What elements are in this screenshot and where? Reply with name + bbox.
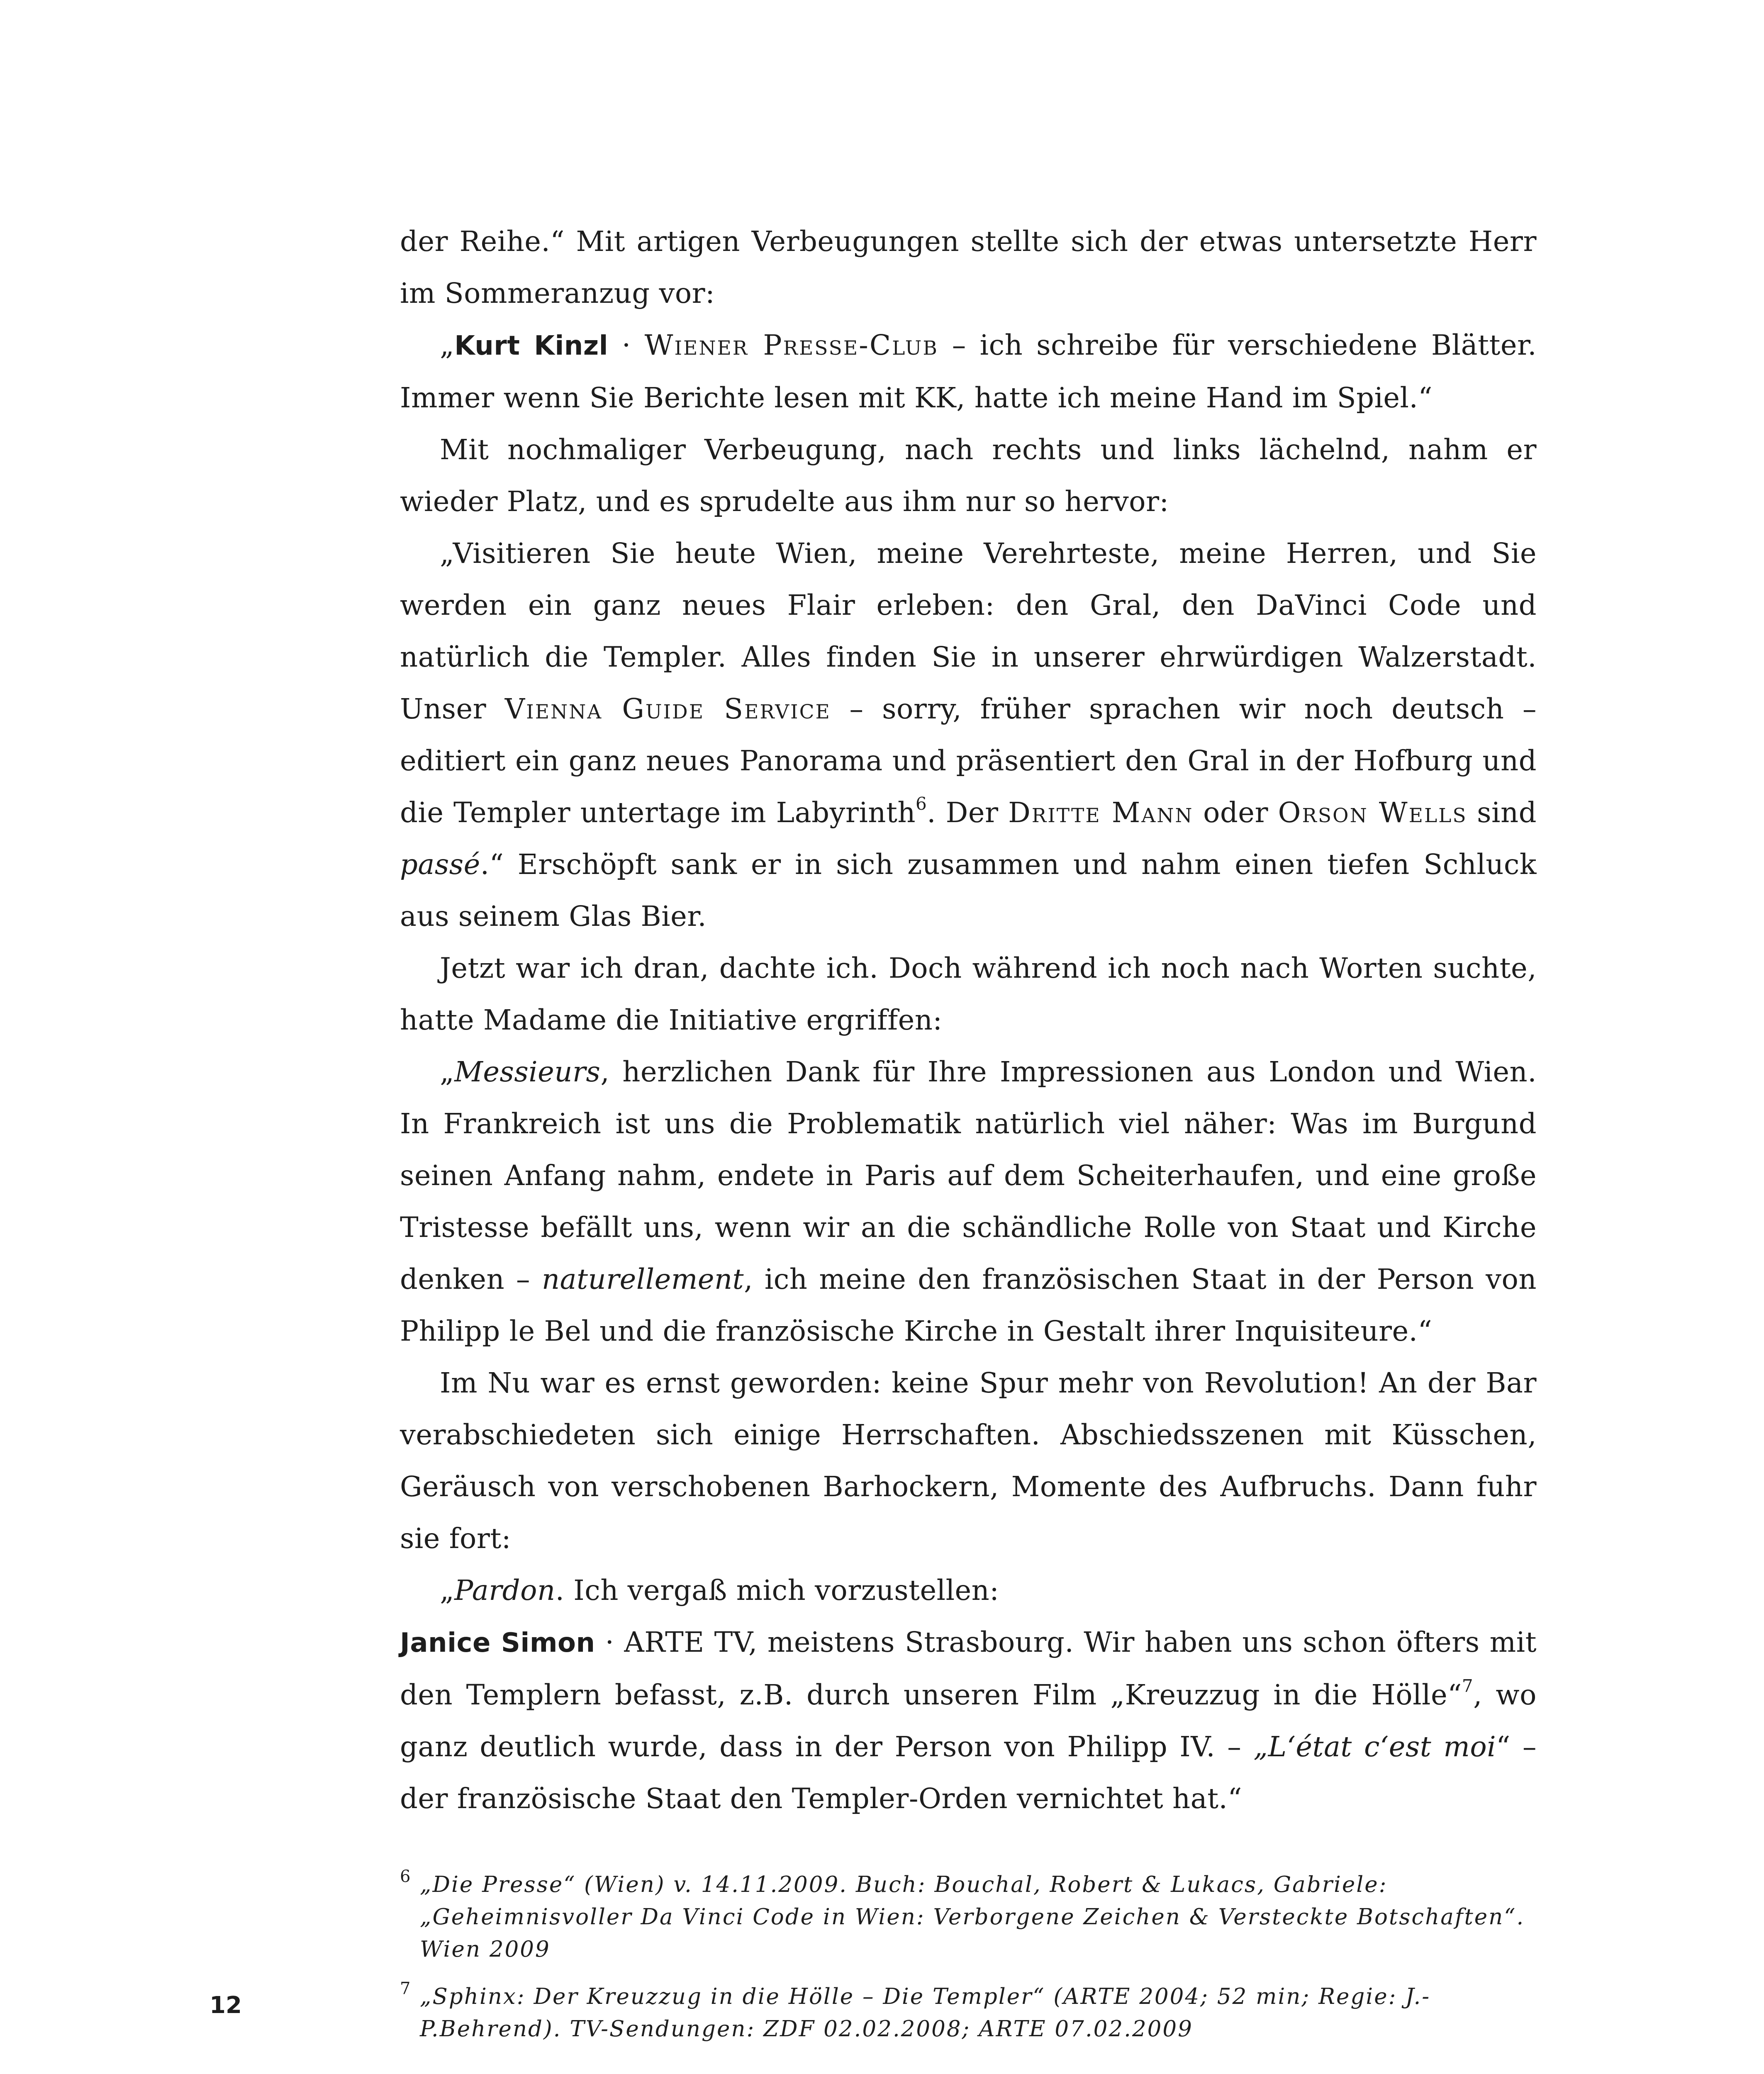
p6-text-3: , ich meine den französischen Staat in der Person von Philipp le Bel und die französische Kirche in Gestalt ihrer Inquisiteure.“ — [400, 1263, 1537, 1347]
paragraph-1: der Reihe.“ Mit artigen Verbeugungen stellte sich der etwas untersetzte Herr im Sommeranzug vor: — [400, 225, 1537, 309]
paragraph-7: Im Nu war es ernst geworden: keine Spur mehr von Revolution! An der Bar verabschiedeten sich einige Herrschaften. Abschiedsszenen mit Küsschen, Geräusch von verschobenen Barhockern, Momente des Aufbruchs. Dann fuhr sie fort: — [400, 1367, 1537, 1555]
paragraph-2-text: – ich schreibe für verschiedene Blätter. Immer wenn Sie Berichte lesen mit KK, hatte ich meine Hand im Spiel.“ — [400, 329, 1537, 414]
footnotes — [400, 1869, 1537, 2060]
p9-text-3: “ – der französische Staat den Templer-Orden vernichtet hat.“ — [400, 1731, 1537, 1815]
paragraph-2 — [400, 319, 1537, 424]
p8-text-2: . Ich vergaß mich vorzustellen: — [555, 1574, 999, 1607]
p6-text-1: „ — [440, 1056, 455, 1088]
p8-italic-1: Pardon — [454, 1574, 556, 1607]
p4-text-6: .“ Erschöpft sank er in sich zusammen und nahm einen tiefen Schluck aus seinem Glas Bier. — [400, 848, 1537, 932]
paragraph-5: Jetzt war ich dran, dachte ich. Doch während ich noch nach Worten suchte, hatte Madame die Initiative ergriffen: — [400, 952, 1537, 1036]
p4-smallcaps-2: Dritte Mann — [1008, 796, 1194, 829]
paragraph-8 — [400, 1565, 1537, 1616]
p8-text-1: „ — [440, 1574, 455, 1607]
p4-text-2: – sorry, früher sprachen wir noch deutsch – editiert ein ganz neues Panorama und präsentiert den Gral in der Hofburg und die Templer untertage im Labyrinth — [400, 693, 1537, 829]
p4-text-3: . Der — [927, 796, 1009, 829]
footnote-ref-7[interactable]: 7 — [1462, 1676, 1474, 1696]
speaker-name-kurt-kinzl: Kurt Kinzl — [454, 331, 609, 361]
body-text — [400, 216, 1537, 1825]
footnote-text: „Sphinx: Der Kreuzzug in die Hölle – Die Templer“ (ARTE 2004; 52 min; Regie: J.-P.Behrend). TV-Sendungen: ZDF 02.02.2008; ARTE 07.02.2009 — [420, 1984, 1431, 2042]
p4-text-5: sind — [1467, 796, 1537, 829]
p4-text-4: oder — [1193, 796, 1278, 829]
p9-italic-1: „L‘état c‘est moi — [1253, 1731, 1496, 1763]
p9-text-1: · ARTE TV, meistens Strasbourg. Wir haben uns schon öfters mit den Templern befasst, z.B. durch unseren Film „Kreuzzug in die Hölle“ — [400, 1626, 1537, 1711]
speaker-name-janice-simon: Janice Simon — [400, 1628, 595, 1658]
p4-text-1: „Visitieren Sie heute Wien, meine Verehrteste, meine Herren, und Sie werden ein ganz neues Flair erleben: den Gral, den DaVinci Code und natürlich die Templer. Alles finden Sie in unserer ehrwürdigen Walzerstadt. Unser — [400, 537, 1537, 725]
paragraph-9 — [400, 1616, 1537, 1825]
p9-text-2: , wo ganz deutlich wurde, dass in der Person von Philipp IV. – — [400, 1679, 1537, 1763]
p4-italic-1: passé — [400, 848, 480, 881]
footnote-6: 6 „Die Presse“ (Wien) v. 14.11.2009. Buch: Bouchal, Robert & Lukacs, Gabriele: „Geheimnisvoller Da Vinci Code in Wien: Verborgene Zeichen & Versteckte Botschaften“. Wien 2009 — [400, 1867, 1525, 1962]
paragraph-3: Mit nochmaliger Verbeugung, nach rechts und links lächelnd, nahm er wieder Platz, und es sprudelte aus ihm nur so hervor: — [400, 433, 1537, 518]
paragraph-4 — [400, 528, 1537, 942]
separator-dot: · — [608, 329, 645, 361]
page-number: 12 — [210, 1992, 242, 2019]
p6-text-2: , herzlichen Dank für Ihre Impressionen aus London und Wien. In Frankreich ist uns die Problematik natürlich viel näher: Was im Burgund seinen Anfang nahm, endete in Paris auf dem Scheiterhaufen, und eine große Tristesse befällt uns, wenn wir an die schändliche Rolle von Staat und Kirche denken – — [400, 1056, 1537, 1295]
organization-name: Wiener Presse-Club — [644, 329, 938, 361]
footnote-7: 7 „Sphinx: Der Kreuzzug in die Hölle – Die Templer“ (ARTE 2004; 52 min; Regie: J.-P.Behrend). TV-Sendungen: ZDF 02.02.2008; ARTE 07.02.2009 — [400, 1979, 1431, 2042]
paragraph-6 — [400, 1046, 1537, 1357]
p4-smallcaps-1: Vienna Guide Service — [504, 693, 831, 725]
footnote-text: „Die Presse“ (Wien) v. 14.11.2009. Buch: Bouchal, Robert & Lukacs, Gabriele: „Geheimnisvoller Da Vinci Code in Wien: Verborgene Zeichen & Versteckte Botschaften“. Wien 2009 — [420, 1872, 1525, 1962]
p6-italic-1: Messieurs — [454, 1056, 601, 1088]
p4-smallcaps-3: Orson Wells — [1278, 796, 1467, 829]
open-quote: „ — [440, 329, 455, 361]
p6-italic-2: naturellement — [541, 1263, 744, 1295]
footnote-ref-6[interactable]: 6 — [916, 794, 927, 814]
